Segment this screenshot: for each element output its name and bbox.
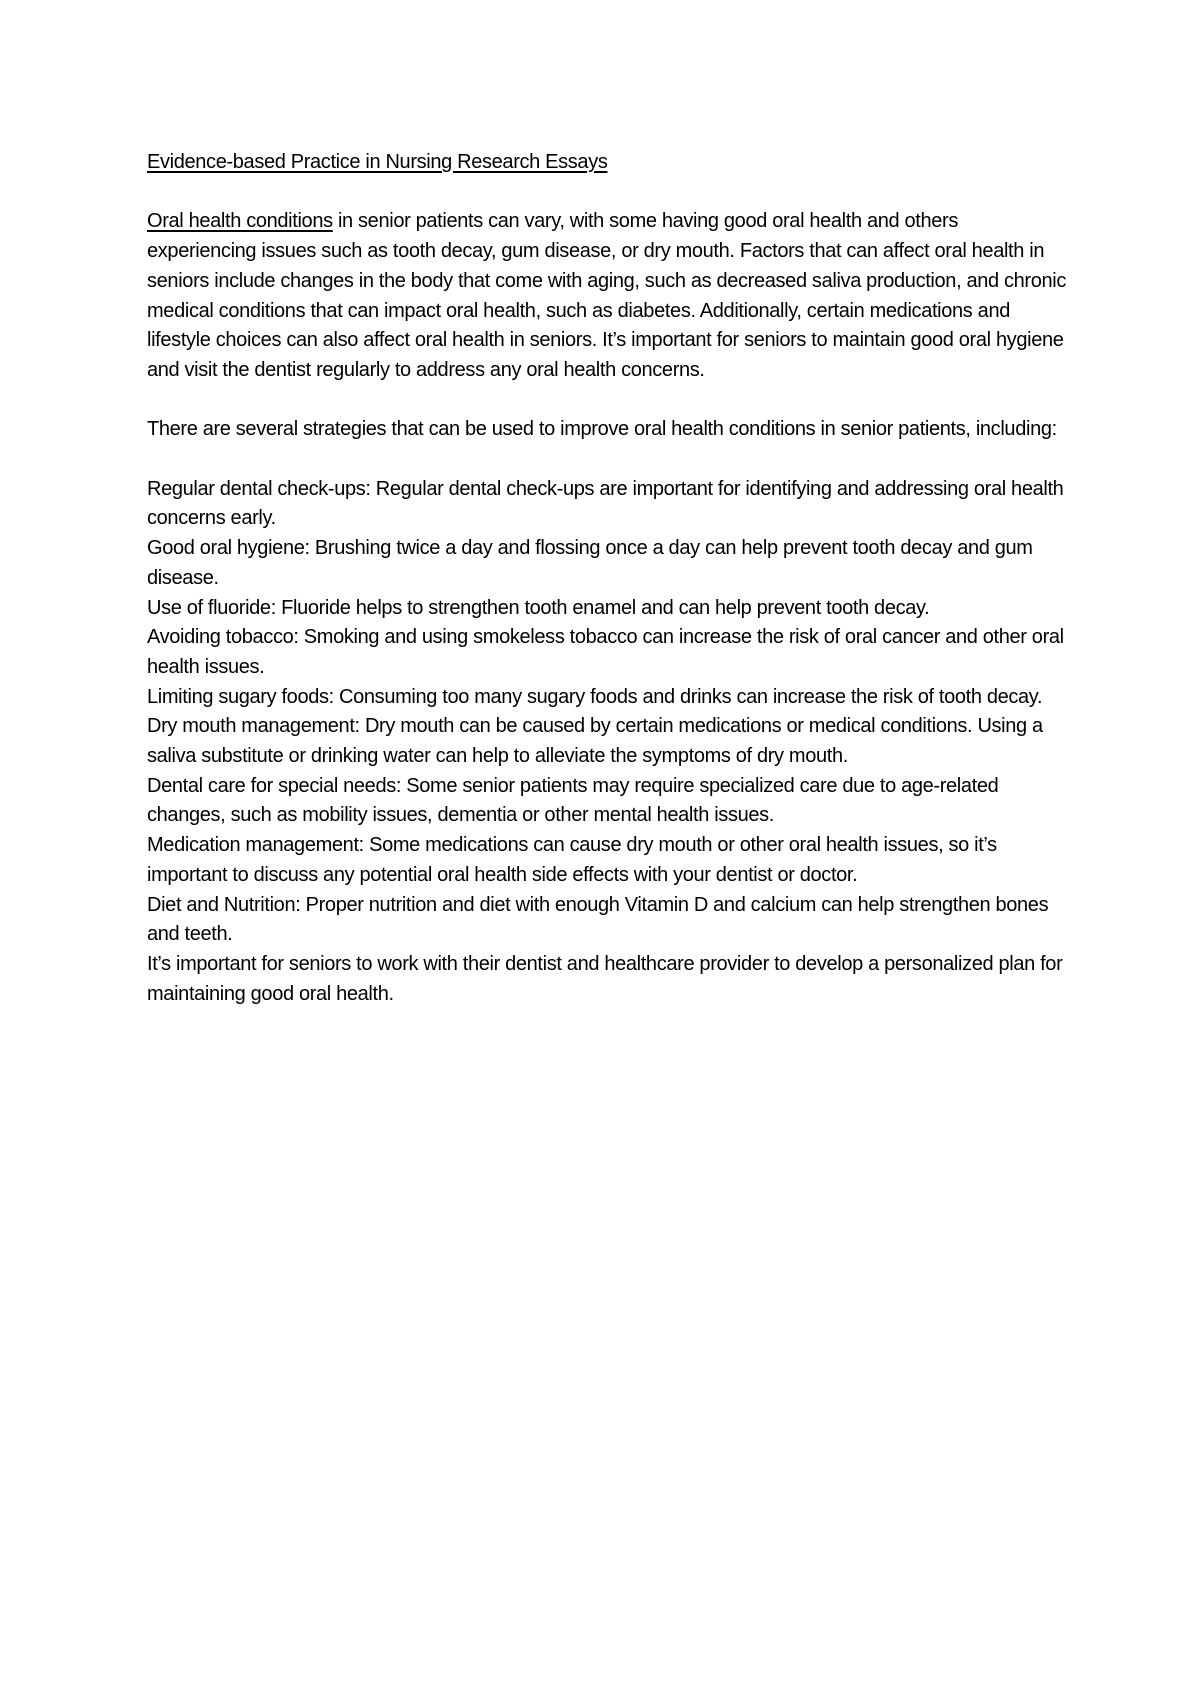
list-item: Diet and Nutrition: Proper nutrition and diet with enough Vitamin D and calcium can help strengthen bones and teeth.: [147, 893, 1049, 946]
list-item: Regular dental check-ups: Regular dental check-ups are important for identifying and addressing oral health concerns early.: [147, 477, 1064, 530]
list-item: Use of fluoride: Fluoride helps to strengthen tooth enamel and can help prevent tooth decay.: [147, 596, 930, 619]
intro-paragraph: [147, 207, 1067, 385]
list-item: Medication management: Some medications can cause dry mouth or other oral health issues, so it’s important to discuss any potential oral health side effects with your dentist or doctor.: [147, 834, 997, 886]
list-item: Good oral hygiene: Brushing twice a day and flossing once a day can help prevent tooth decay and gum disease.: [147, 537, 1033, 589]
strategies-list: [147, 475, 1067, 950]
list-item: Limiting sugary foods: Consuming too many sugary foods and drinks can increase the risk of tooth decay.: [147, 685, 1043, 708]
strategies-intro: There are several strategies that can be used to improve oral health conditions in senior patients, including:: [147, 418, 1057, 441]
list-item: Dental care for special needs: Some senior patients may require specialized care due to age-related changes, such as mobility issues, dementia or other mental health issues.: [147, 774, 999, 827]
list-item: Avoiding tobacco: Smoking and using smokeless tobacco can increase the risk of oral cancer and other oral health issues.: [147, 626, 1064, 678]
list-item: Dry mouth management: Dry mouth can be caused by certain medications or medical conditions. Using a saliva substitute or drinking water can help to alleviate the symptoms of dry mouth.: [147, 715, 1043, 768]
document-body: [147, 148, 1067, 1009]
intro-highlight: Oral health conditions: [147, 210, 333, 233]
intro-text: in senior patients can vary, with some having good oral health and others experiencing issues such as tooth decay, gum disease, or dry mouth. Factors that can affect oral health in seniors include changes in the body that come with aging, such as decreased saliva production, and chronic medical conditions that can impact oral health, such as diabetes. Additionally, certain medications and lifestyle choices can also affect oral health in seniors. It’s important for seniors to maintain good oral hygiene and visit the dentist regularly to address any oral health concerns.: [147, 210, 1067, 381]
closing-paragraph: It’s important for seniors to work with their dentist and healthcare provider to develop a personalized plan for maintaining good oral health.: [147, 952, 1063, 1005]
document-title: Evidence-based Practice in Nursing Research Essays: [147, 151, 608, 173]
